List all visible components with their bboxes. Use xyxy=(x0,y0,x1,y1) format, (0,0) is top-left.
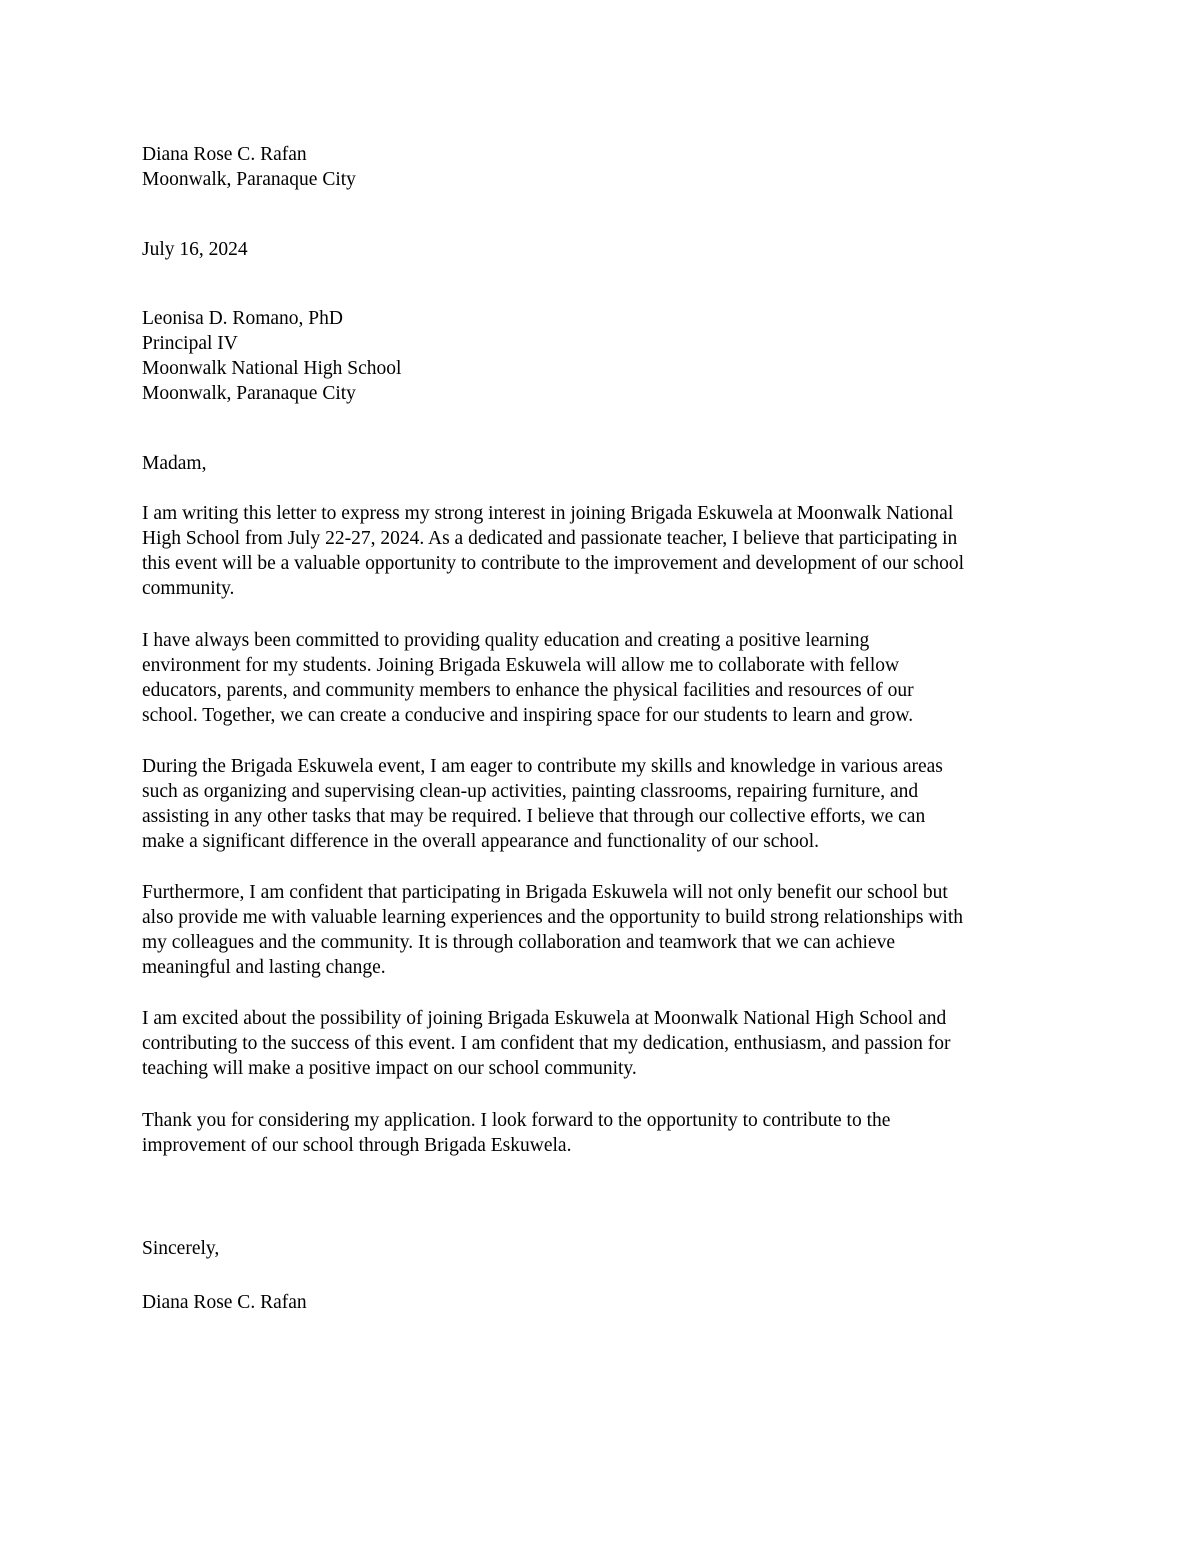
body-paragraph-5 xyxy=(142,1006,1072,1081)
paragraph-line: During the Brigada Eskuwela event, I am eager to contribute my skills and knowledge in various areas xyxy=(142,756,943,777)
paragraph-line: High School from July 22-27, 2024. As a dedicated and passionate teacher, I believe that participating in xyxy=(142,528,958,549)
signature-name: Diana Rose C. Rafan xyxy=(142,1292,307,1313)
body-paragraph-4 xyxy=(142,880,1072,980)
letter-date xyxy=(142,237,1072,262)
recipient-block xyxy=(142,306,1072,406)
paragraph-line: Furthermore, I am confident that participating in Brigada Eskuwela will not only benefit our school but xyxy=(142,882,948,903)
sender-address: Moonwalk, Paranaque City xyxy=(142,169,356,190)
sender-name: Diana Rose C. Rafan xyxy=(142,144,307,165)
signature xyxy=(142,1290,1072,1315)
closing-text: Sincerely, xyxy=(142,1238,220,1259)
paragraph-line: also provide me with valuable learning experiences and the opportunity to build strong relationships with xyxy=(142,907,963,928)
body-paragraph-1 xyxy=(142,501,1072,601)
body-paragraph-6 xyxy=(142,1108,1072,1158)
paragraph-line: improvement of our school through Brigada Eskuwela. xyxy=(142,1135,572,1156)
paragraph-line: Thank you for considering my application. I look forward to the opportunity to contribute to the xyxy=(142,1110,891,1131)
paragraph-line: this event will be a valuable opportunity to contribute to the improvement and development of our school xyxy=(142,553,965,574)
paragraph-line: community. xyxy=(142,578,235,599)
paragraph-line: make a significant difference in the overall appearance and functionality of our school. xyxy=(142,831,819,852)
body-paragraph-2 xyxy=(142,628,1072,728)
paragraph-line: meaningful and lasting change. xyxy=(142,957,386,978)
salutation xyxy=(142,451,1072,476)
paragraph-line: contributing to the success of this event. I am confident that my dedication, enthusiasm, and passion for xyxy=(142,1033,951,1054)
paragraph-line: educators, parents, and community members to enhance the physical facilities and resources of our xyxy=(142,680,914,701)
closing xyxy=(142,1236,1072,1261)
recipient-address: Moonwalk, Paranaque City xyxy=(142,383,356,404)
paragraph-line: school. Together, we can create a conducive and inspiring space for our students to learn and grow. xyxy=(142,705,914,726)
salutation-text: Madam, xyxy=(142,453,207,474)
body-paragraph-3 xyxy=(142,754,1072,854)
paragraph-line: I have always been committed to providing quality education and creating a positive learning xyxy=(142,630,870,651)
recipient-school: Moonwalk National High School xyxy=(142,358,402,379)
recipient-title: Principal IV xyxy=(142,333,238,354)
paragraph-line: my colleagues and the community. It is through collaboration and teamwork that we can achieve xyxy=(142,932,896,953)
paragraph-line: I am excited about the possibility of joining Brigada Eskuwela at Moonwalk National High School and xyxy=(142,1008,947,1029)
paragraph-line: teaching will make a positive impact on our school community. xyxy=(142,1058,637,1079)
paragraph-line: such as organizing and supervising clean-up activities, painting classrooms, repairing furniture, and xyxy=(142,781,919,802)
date-text: July 16, 2024 xyxy=(142,239,248,260)
sender-block xyxy=(142,142,1072,192)
paragraph-line: environment for my students. Joining Brigada Eskuwela will allow me to collaborate with fellow xyxy=(142,655,900,676)
paragraph-line: I am writing this letter to express my strong interest in joining Brigada Eskuwela at Moonwalk National xyxy=(142,503,954,524)
paragraph-line: assisting in any other tasks that may be required. I believe that through our collective efforts, we can xyxy=(142,806,926,827)
recipient-name: Leonisa D. Romano, PhD xyxy=(142,308,343,329)
